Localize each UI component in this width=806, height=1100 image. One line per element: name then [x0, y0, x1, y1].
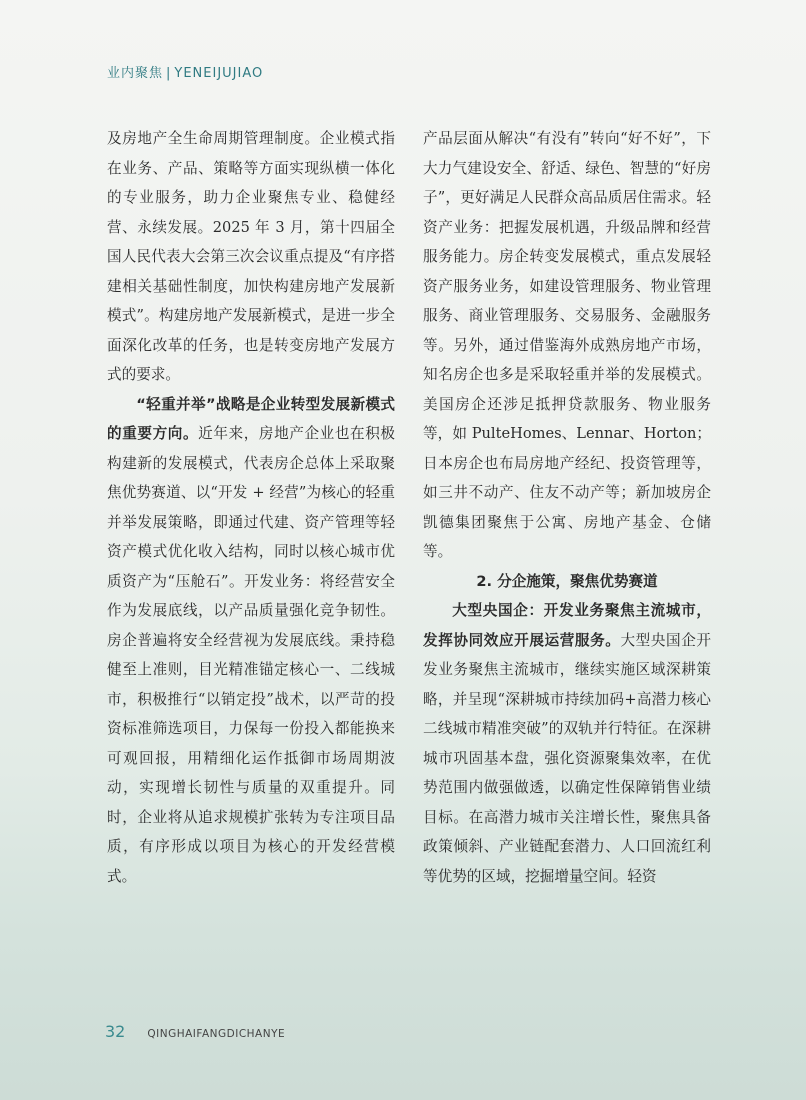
section-title: 业内聚焦 — [107, 66, 164, 81]
page-footer — [105, 1022, 285, 1041]
section-header — [107, 62, 263, 81]
paragraph — [107, 390, 395, 892]
header-divider: | — [166, 66, 172, 81]
paragraph: 及房地产全生命周期管理制度。企业模式指在业务、产品、策略等方面实现纵横一体化的专业服务，助力企业聚焦专业、稳健经营、永续发展。2025 年 3 月，第十四届全国人民代表大会第三次会议重点提及“有序搭建相关基础性制度，加快构建房地产发展新模式”。构建房地产发展新模式，是进一步全面深化改革的任务，也是转变房地产发展方式的要求。 — [107, 130, 395, 383]
bold-lead: “轻重并举”战略是企业转型发展新模式的重要方向。 — [107, 395, 395, 442]
bold-lead: 大型央国企：开发业务聚焦主流城市，发挥协同效应开展运营服务。 — [423, 602, 711, 649]
paragraph-text: 近年来，房地产企业也在积极构建新的发展模式，代表房企总体上采取聚焦优势赛道、以“开发 + 经营”为核心的轻重并举发展策略，即通过代建、资产管理等轻资产模式优化收入结构，同时以核心城市优质资产为“压舱石”。开发业务：将经营安全作为发展底线，以产品质量强化竞争韧性。房企普遍将安全经营视为发展底线。秉持稳健至上准则，目光精准锚定核心一、二线城市，积极推行“以销定投”战术，以严苛的投资标准筛选项目，力保每一份投入都能换来可观回报，用精细化运作抵御市场周期波动，实现增长韧性与质量的双重提升。同时，企业将从追求规模扩张转为专注项目品质，有序形成以项目为核心的开发经营模式。 — [107, 425, 395, 885]
right-column — [423, 124, 711, 891]
subheading: 2. 分企施策，聚焦优势赛道 — [476, 572, 658, 590]
magazine-name: QINGHAIFANGDICHANYE — [147, 1028, 286, 1040]
paragraph — [423, 596, 711, 891]
paragraph-text: 大型央国企开发业务聚焦主流城市，继续实施区域深耕策略，并呈现“深耕城市持续加码+高潜力核心二线城市精准突破”的双轨并行特征。在深耕城市巩固基本盘，强化资源聚集效率，在优势范围内做强做透，以确定性保障销售业绩目标。在高潜力城市关注增长性，聚焦具备政策倾斜、产业链配套潜力、人口回流红利等优势的区域，挖掘增量空间。轻资 — [423, 631, 711, 885]
section-pinyin: YENEIJUJIAO — [174, 66, 264, 81]
left-column — [107, 124, 395, 891]
paragraph: 产品层面从解决“有没有”转向“好不好”，下大力气建设安全、舒适、绿色、智慧的“好房子”，更好满足人民群众高品质居住需求。轻资产业务：把握发展机遇，升级品牌和经营服务能力。房企转变发展模式，重点发展轻资产服务业务，如建设管理服务、物业管理服务、商业管理服务、交易服务、金融服务等。另外，通过借鉴海外成熟房地产市场，知名房企也多是采取轻重并举的发展模式。美国房企还涉足抵押贷款服务、物业服务等，如 PulteHomes、Lennar、Horton；日本房企也布局房地产经纪、投资管理等，如三井不动产、住友不动产等；新加坡房企凯德集团聚焦于公寓、房地产基金、仓储等。 — [423, 130, 711, 560]
page-number: 32 — [105, 1022, 126, 1041]
